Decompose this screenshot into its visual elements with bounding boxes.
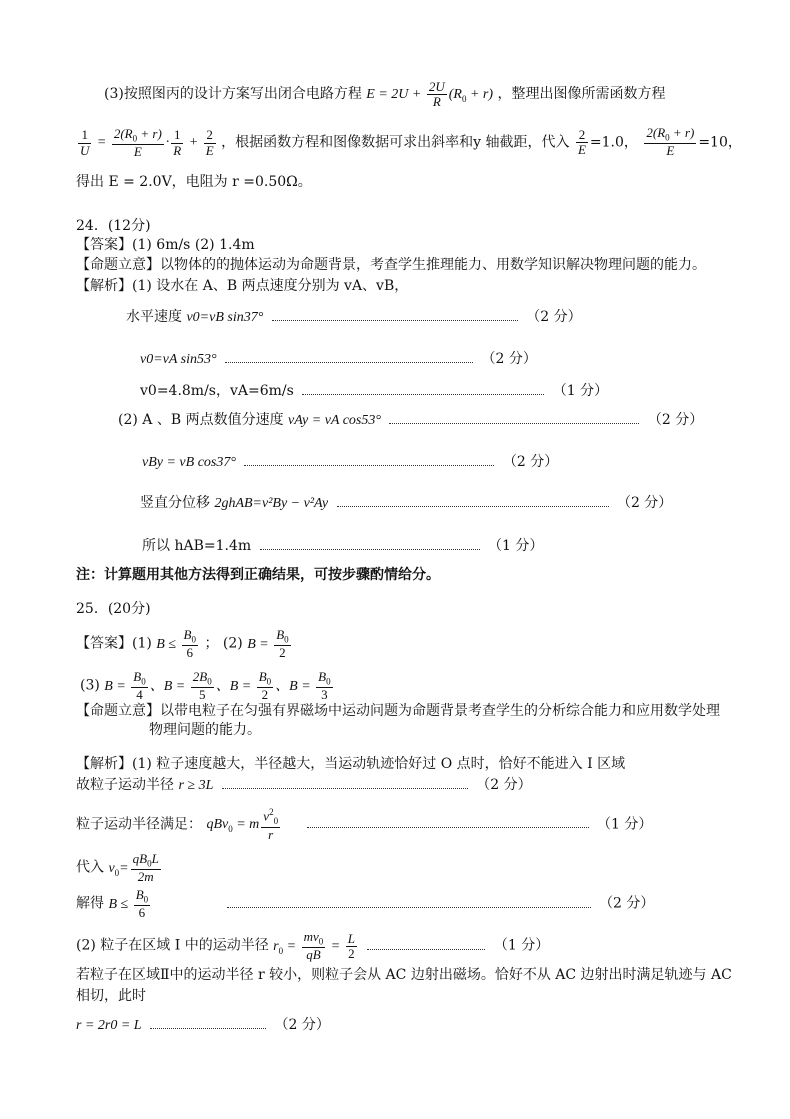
q25-part3-line1: 若粒子在区域Ⅱ中的运动半径 r 较小，则粒子会从 AC 边射出磁场。恰好不从 AC 边射出时满足轨迹与 AC [76,967,732,983]
q24-step2-eq: v0=vA sin53° [140,352,217,367]
q25-part2-formula: $r_0$ = $\frac{mv_0}{qB}$ = $\frac{L}{2}$ [273,929,355,963]
q25-answer-1: B ≤ $\frac{B_0}{6}$ [156,627,196,661]
q25-radius-label: 粒子运动半径满足： [76,816,202,833]
q24-step5-score: （2 分） [502,454,559,470]
q24-step6-score: （2 分） [616,495,673,511]
q24-intent: 【命题立意】以物体的的抛体运动为命题背景，考查学生推理能力、用数学知识解决物理问题的能力。 [76,257,706,273]
q23-result: 得出 E = 2.0V，电阻为 r =0.50Ω。 [76,174,312,190]
q25-answer-3-values: B = $\frac{B_0}{4}$ 、B = $\frac{2B_0}{5}$ 、B = $\frac{B_0}{2}$ 、B = $\frac{B_0}{3}$ [104,669,331,703]
q25-answer-sep: ； (2) [204,635,243,652]
q25-part3-line2: 相切，此时 [76,988,146,1004]
q25-radius-score: （1 分） [596,816,653,833]
q25-heading: 25．(20分) [76,601,151,617]
q25-answer-label: 【答案】(1) [76,635,152,652]
q24-answer: 【答案】(1) 6m/s (2) 1.4m [76,237,255,253]
q24-step7-score: （1 分） [488,538,544,554]
q25-intent-1: 【命题立意】以带电粒子在匀强有界磁场中运动问题为命题背景考查学生的分析综合能力和应用数学处理 [76,703,720,719]
q24-step6-eq: 2ghAB=v²By − v²Ay [214,496,329,511]
q25-solution [76,888,654,921]
q23-val2: =10， [698,134,742,151]
q23-frac-slope: $\frac{2(R_0 + r)}{E}$ [646,125,695,159]
q24-step7-eq: 所以 hAB=1.4m [142,538,252,554]
q25-intent-2: 物理问题的能力。 [149,722,261,738]
q23-function-line [76,126,742,160]
q25-radius-eq [76,808,652,842]
q24-step4 [118,413,703,428]
q24-step1-eq: v0=vB sin37° [186,310,264,325]
q25-substitute-label: 代入 [76,859,104,876]
q25-answer-3 [80,670,335,703]
q24-step1-score: （2 分） [526,309,582,325]
q24-step3 [140,384,608,398]
q25-part4 [76,1018,330,1033]
q25-part2-score: （1 分） [493,937,550,954]
q24-analysis: 【解析】(1) 设水在 A、B 两点速度分别为 vA、vB， [76,278,409,294]
q24-step5-eq: vBy = vB cos37° [142,455,236,470]
q23-val1: =1.0， [589,134,638,151]
q24-step4-label: (2) A 、B 两点数值分速度 [118,412,284,428]
q24-step5 [142,455,558,470]
q23-function-equation: $\frac{1}{U}$ = $\frac{2(R_0 + r)}{E}$ · $\frac{1}{R}$ + $\frac{2}{E}$ [80,125,214,160]
q24-step4-score: （2 分） [647,412,704,428]
q24-step3-score: （1 分） [552,383,609,399]
q25-part4-score: （2 分） [274,1017,330,1033]
q24-step4-eq: vAy = vA cos53° [288,413,381,428]
q23-equation-line [104,80,665,110]
q24-step3-eq: v0=4.8m/s，vA=6m/s [140,383,294,399]
q23-frac-2e: $\frac{2}{E}$ [577,126,586,157]
q25-answer3-label: (3) [80,677,100,694]
q25-part4-eq: r = 2r0 = L [76,1018,142,1033]
q24-heading: 24．(12分) [76,218,151,234]
q25-solution-formula: B ≤ $\frac{B_0}{6}$ [108,887,149,921]
q25-analysis-2 [76,778,532,793]
q25-substitute-formula: $v_0=$ $\frac{qB_0L}{2m}$ [108,851,159,885]
q24-note: 注：计算题用其他方法得到正确结果，可按步骤酌情给分。 [76,567,440,583]
q25-answer-1-2 [76,628,293,661]
q23-text-mid: ，根据函数方程和图像数据可求出斜率和y 轴截距，代入 [221,134,570,151]
q25-analysis-2-text: 故粒子运动半径 [76,777,174,793]
q25-analysis-2-eq: r ≥ 3L [178,778,214,793]
q25-answer-2: B = $\frac{B_0}{2}$ [247,627,289,661]
q25-radius-formula: qBv$_0$ = m $\frac{v^2_0}{r}$ [206,807,279,842]
q24-step7 [142,539,543,553]
q24-step1-label: 水平速度 [126,309,182,325]
q24-step1 [126,310,582,325]
q25-part2-label: (2) 粒子在区域 I 中的运动半径 [76,937,269,954]
q25-analysis-2-score: （2 分） [476,777,532,793]
q24-step6 [140,496,672,511]
q24-step6-label: 竖直分位移 [140,495,210,511]
q23-text-post: ，整理出图像所需函数方程 [497,86,666,103]
q23-equation: E = 2U + $\frac{2U}{R}$ $(R_0 + r)$ [366,79,494,110]
q25-substitute [76,852,163,885]
q25-solution-score: （2 分） [599,895,655,912]
q25-part2 [76,930,549,963]
q25-analysis-1: 【解析】(1) 粒子速度越大，半径越大，当运动轨迹恰好过 O 点时，恰好不能进入 I 区域 [76,756,626,772]
q25-solution-label: 解得 [76,895,104,912]
q23-text-pre: (3)按照图丙的设计方案写出闭合电路方程 [104,86,362,103]
q24-step2-score: （2 分） [481,351,537,367]
q24-step2 [140,352,537,367]
